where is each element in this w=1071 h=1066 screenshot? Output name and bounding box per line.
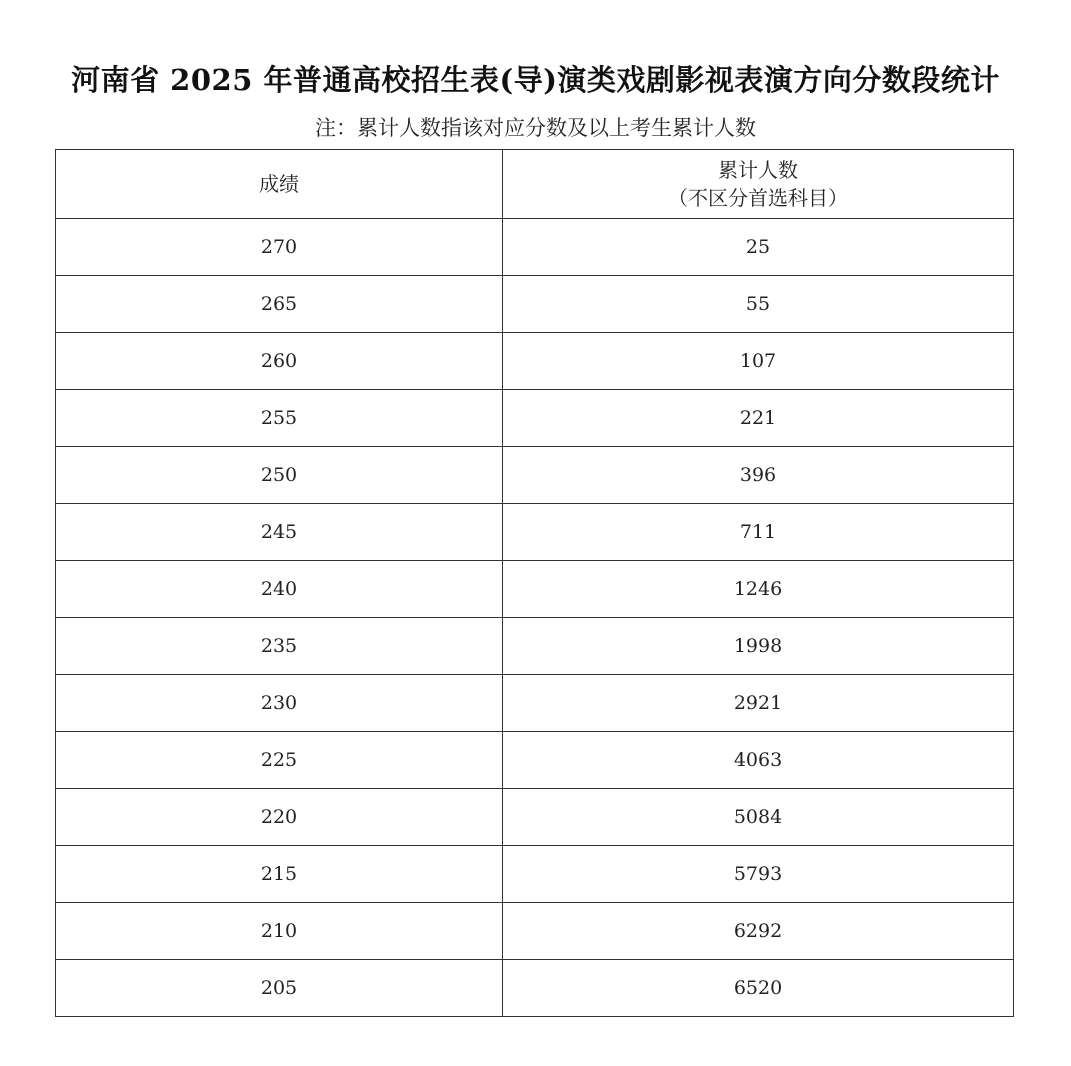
cumulative-count-cell: 5084 [503,789,1014,846]
table-row [56,903,1014,960]
cumulative-count-cell: 25 [503,219,1014,276]
score-cell: 205 [56,960,503,1017]
table-row [56,447,1014,504]
table-row [56,960,1014,1017]
score-cell: 240 [56,561,503,618]
score-cell: 210 [56,903,503,960]
table-row [56,333,1014,390]
table-body [56,219,1014,1017]
table-row [56,789,1014,846]
score-cell: 250 [56,447,503,504]
header-cumulative-line2: （不区分首选科目） [668,186,848,210]
cumulative-count-cell: 55 [503,276,1014,333]
score-cell: 255 [56,390,503,447]
score-cell: 215 [56,846,503,903]
cumulative-count-cell: 711 [503,504,1014,561]
score-cell: 225 [56,732,503,789]
table-row [56,561,1014,618]
header-cumulative-line1: 累计人数 [718,158,798,182]
table-header-row [56,150,1014,219]
score-cell: 245 [56,504,503,561]
cumulative-count-cell: 6520 [503,960,1014,1017]
score-cell: 265 [56,276,503,333]
cumulative-count-cell: 6292 [503,903,1014,960]
table-row [56,219,1014,276]
page-title: 河南省 2025 年普通高校招生表(导)演类戏剧影视表演方向分数段统计 [71,63,1000,97]
cumulative-count-cell: 5793 [503,846,1014,903]
table-row [56,276,1014,333]
cumulative-count-cell: 221 [503,390,1014,447]
score-cell: 270 [56,219,503,276]
table-row [56,732,1014,789]
cumulative-count-cell: 4063 [503,732,1014,789]
table-row [56,618,1014,675]
header-cumulative-count [503,150,1014,219]
header-score: 成绩 [56,150,503,219]
score-cell: 220 [56,789,503,846]
cumulative-count-cell: 107 [503,333,1014,390]
cumulative-count-cell: 1246 [503,561,1014,618]
cumulative-count-cell: 2921 [503,675,1014,732]
table-row [56,846,1014,903]
table-note: 注：累计人数指该对应分数及以上考生累计人数 [315,116,756,140]
table-row [56,504,1014,561]
cumulative-count-cell: 1998 [503,618,1014,675]
score-cell: 235 [56,618,503,675]
table-row [56,390,1014,447]
cumulative-count-cell: 396 [503,447,1014,504]
table-row [56,675,1014,732]
score-distribution-table [55,149,1014,1017]
score-cell: 230 [56,675,503,732]
score-cell: 260 [56,333,503,390]
